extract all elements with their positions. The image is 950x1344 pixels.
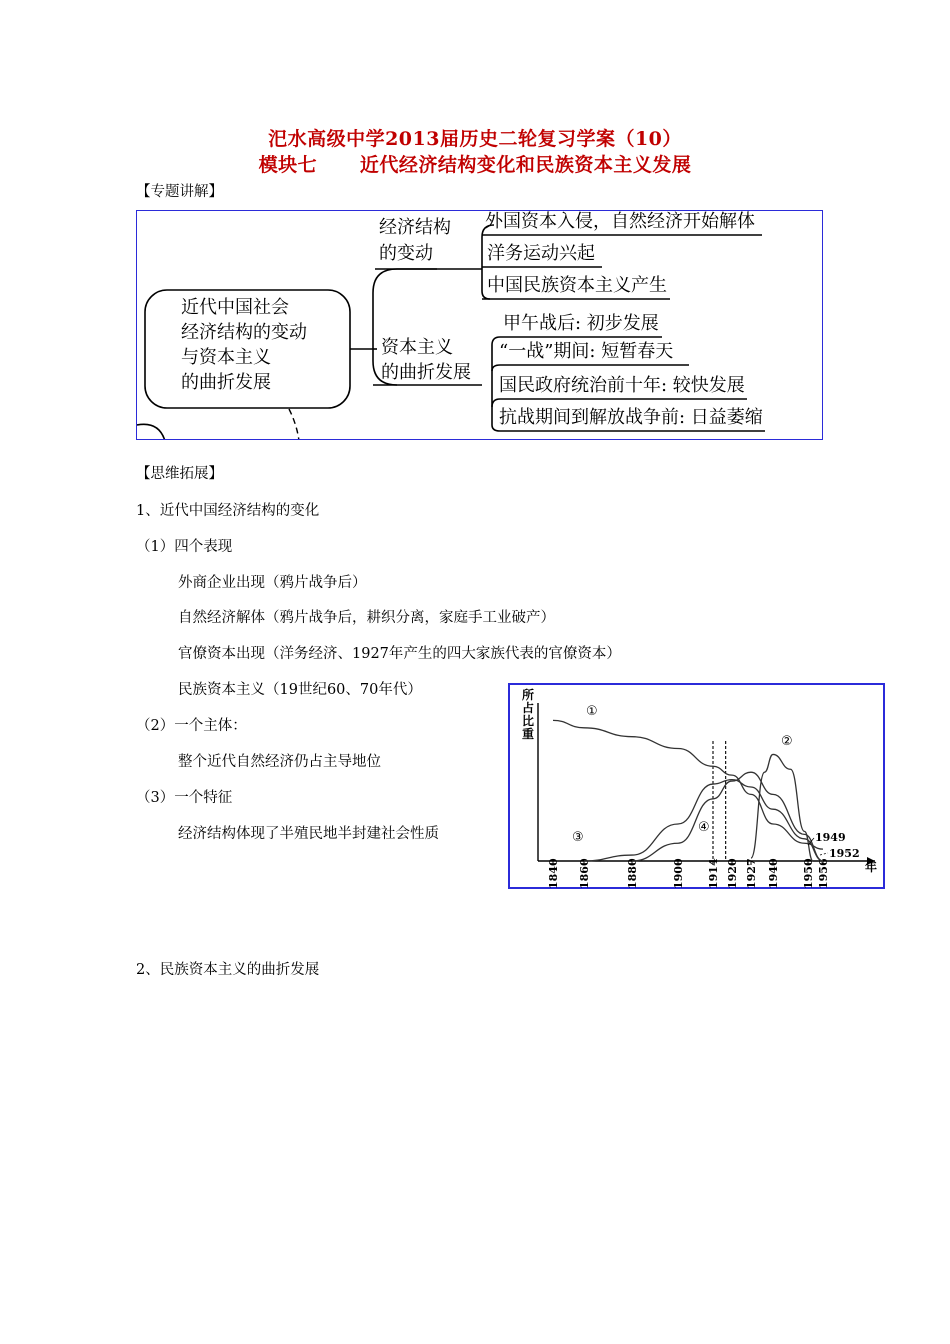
x-tick-label: 1920 (726, 858, 739, 889)
mindmap-center-line3: 与资本主义 (181, 347, 271, 368)
y-axis-label-char: 重 (522, 727, 535, 741)
aspect-item: 外商企业出现（鸦片战争后） (178, 575, 367, 591)
branch2-item: 抗战期间到解放战争前: 日益萎缩 (499, 407, 763, 428)
series-line (751, 754, 813, 861)
branch1-label-line2: 的变动 (379, 243, 433, 264)
document-title-line2: 模块七 近代经济结构变化和民族资本主义发展 (258, 154, 692, 176)
branch1-item: 洋务运动兴起 (487, 243, 595, 264)
section-lecture-heading: 【专题讲解】 (136, 184, 223, 200)
x-tick-label: 1840 (547, 858, 560, 889)
mindmap-box (136, 210, 823, 440)
series-label: ③ (572, 830, 584, 845)
aspect-item: 官僚资本出现（洋务经济、1927年产生的四大家族代表的官僚资本） (178, 646, 621, 662)
document-title-line1: 汜水高级中学2013届历史二轮复习学案（10） (268, 128, 682, 150)
chart-frame (509, 684, 884, 888)
heading-2: 2、民族资本主义的曲折发展 (136, 962, 320, 978)
x-tick-label: 1880 (626, 858, 639, 889)
x-tick-label: 1940 (767, 858, 780, 889)
branch2-item: 甲午战后: 初步发展 (503, 313, 659, 334)
aspect-item: 自然经济解体（鸦片战争后，耕织分离，家庭手工业破产） (178, 610, 555, 626)
y-axis-label-char: 所 (522, 688, 535, 702)
subheading-one-feature: （3）一个特征 (136, 790, 233, 806)
main-body-text: 整个近代自然经济仍占主导地位 (178, 754, 381, 770)
mindmap-center-line2: 经济结构的变动 (181, 322, 307, 343)
aspect-item: 民族资本主义（19世纪60、70年代） (178, 682, 422, 698)
branch1-item: 中国民族资本主义产生 (487, 275, 667, 296)
heading-1: 1、近代中国经济结构的变化 (136, 503, 320, 519)
branch1-item: 外国资本入侵，自然经济开始解体 (485, 211, 755, 232)
x-tick-label: 1914 (707, 858, 720, 889)
annotation-leader (820, 853, 828, 855)
branch2-item: “一战”期间: 短暂春天 (499, 341, 674, 362)
section-thinking-heading: 【思维拓展】 (136, 466, 223, 482)
branch1-label-line1: 经济结构 (379, 217, 451, 238)
annotation-1949: 1949 (815, 831, 846, 844)
x-tick-label: 1927 (745, 858, 758, 889)
branch2-label-line1: 资本主义 (381, 337, 453, 358)
chart-svg (508, 683, 885, 889)
mindmap-center-line1: 近代中国社会 (181, 297, 289, 318)
x-tick-label: 1956 (817, 858, 830, 889)
x-axis-label: 年 (865, 860, 878, 874)
x-tick-label: 1900 (672, 858, 685, 889)
annotation-1952: 1952 (829, 847, 860, 860)
branch2-label-line2: 的曲折发展 (381, 362, 471, 383)
series-line (632, 772, 823, 861)
subheading-one-main: （2）一个主体： (136, 718, 247, 734)
y-axis-label-char: 比 (522, 714, 535, 728)
feature-text: 经济结构体现了半殖民地半封建社会性质 (178, 826, 439, 842)
economic-structure-chart (508, 683, 885, 889)
x-tick-label: 1860 (578, 858, 591, 889)
subheading-four-aspects: （1）四个表现 (136, 539, 233, 555)
series-label: ① (586, 704, 598, 719)
x-tick-label: 1950 (802, 858, 815, 889)
branch2-item: 国民政府统治前十年: 较快发展 (499, 375, 745, 396)
mindmap-center-line4: 的曲折发展 (181, 372, 271, 393)
series-label: ④ (698, 820, 710, 835)
series-label: ② (781, 734, 793, 749)
y-axis-label-char: 占 (522, 701, 535, 715)
